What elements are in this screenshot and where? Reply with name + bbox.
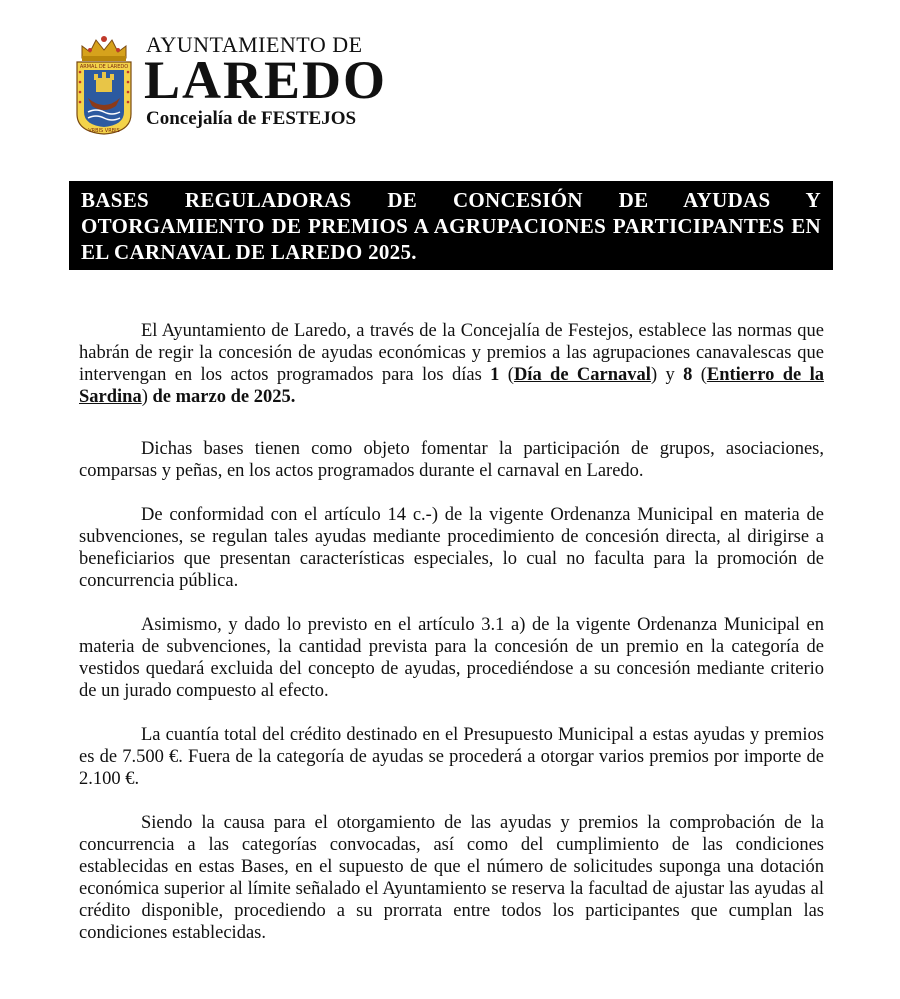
document-title: BASES REGULADORAS DE CONCESIÓN DE AYUDAS Y OTORGAMIENTO DE PREMIOS A AGRUPACIONES PARTICIPANTES EN EL CARNAVAL DE LAREDO 2025. xyxy=(81,188,821,264)
event-entierro-sardina: Entierro de la Sardina xyxy=(79,365,824,407)
paragraph-objective: Dichas bases tienen como objeto fomentar la participación de grupos, asociaciones, comparsas y peñas, en los actos programados durante el carnaval en Laredo. xyxy=(79,439,824,481)
letterhead xyxy=(74,28,414,138)
paren-close: ) xyxy=(141,387,148,407)
crest-motto-bottom: VRBIS VRBIS xyxy=(88,128,120,134)
intro-lead: El Ayuntamiento de Laredo, a través de la Concejalía de Festejos, establece las normas que habrán de regir la concesión de ayudas económicas y premios a las agrupaciones canavalescas que intervengan en los actos programados para los días xyxy=(79,321,824,385)
document-title-banner xyxy=(69,181,833,270)
paren-open: ( xyxy=(499,365,514,385)
event-carnaval-day: Día de Carnaval xyxy=(513,365,651,385)
laredo-coat-of-arms-icon xyxy=(74,32,134,136)
paragraph-budget: La cuantía total del crédito destinado en el Presupuesto Municipal a estas ayudas y premios es de 7.500 €. Fuera de la categoría de ayudas se procederá a otorgar varios premios por importe de 2.100 €. xyxy=(79,725,824,789)
department-name: Concejalía de FESTEJOS xyxy=(146,108,357,129)
org-name: LAREDO xyxy=(144,50,388,110)
crest-motto-top: ARMAL DE LAREDO xyxy=(79,64,129,70)
day-8: 8 xyxy=(683,365,693,385)
paragraph-intro xyxy=(79,320,824,408)
intro-mid: ) y xyxy=(650,365,684,385)
day-1: 1 xyxy=(490,365,500,385)
paragraph-proration: Siendo la causa para el otorgamiento de las ayudas y premios la comprobación de la concurrencia a las categorías convocadas, así como del cumplimiento de las condiciones establecidas en estas Bases, en el supuesto de que el número de solicitudes suponga una dotación económica superior al límite señalado el Ayuntamiento se reserva la facultad de ajustar las ayudas al crédito disponible, procediendo a su prorrata entre todos los participantes que cumplan las condiciones establecidas. xyxy=(79,813,824,943)
document-body xyxy=(79,320,824,966)
paragraph-legal-basis: De conformidad con el artículo 14 c.-) de la vigente Ordenanza Municipal en materia de subvenciones, se regulan tales ayudas mediante procedimiento de concesión directa, al dirigirse a beneficiarios que presentan características especiales, lo cual no faculta para la promoción de concurrencia pública. xyxy=(79,505,824,591)
paren-open-2: ( xyxy=(692,365,707,385)
org-top-line: AYUNTAMIENTO DE xyxy=(146,32,363,57)
intro-date: de marzo de 2025. xyxy=(147,387,296,407)
paragraph-prize-exclusion: Asimismo, y dado lo previsto en el artículo 3.1 a) de la vigente Ordenanza Municipal en materia de subvenciones, la cantidad prevista para la concesión de un premio en la categoría de vestidos quedará excluida del concepto de ayudas, procediéndose a su concesión mediante criterio de un jurado compuesto al efecto. xyxy=(79,615,824,701)
